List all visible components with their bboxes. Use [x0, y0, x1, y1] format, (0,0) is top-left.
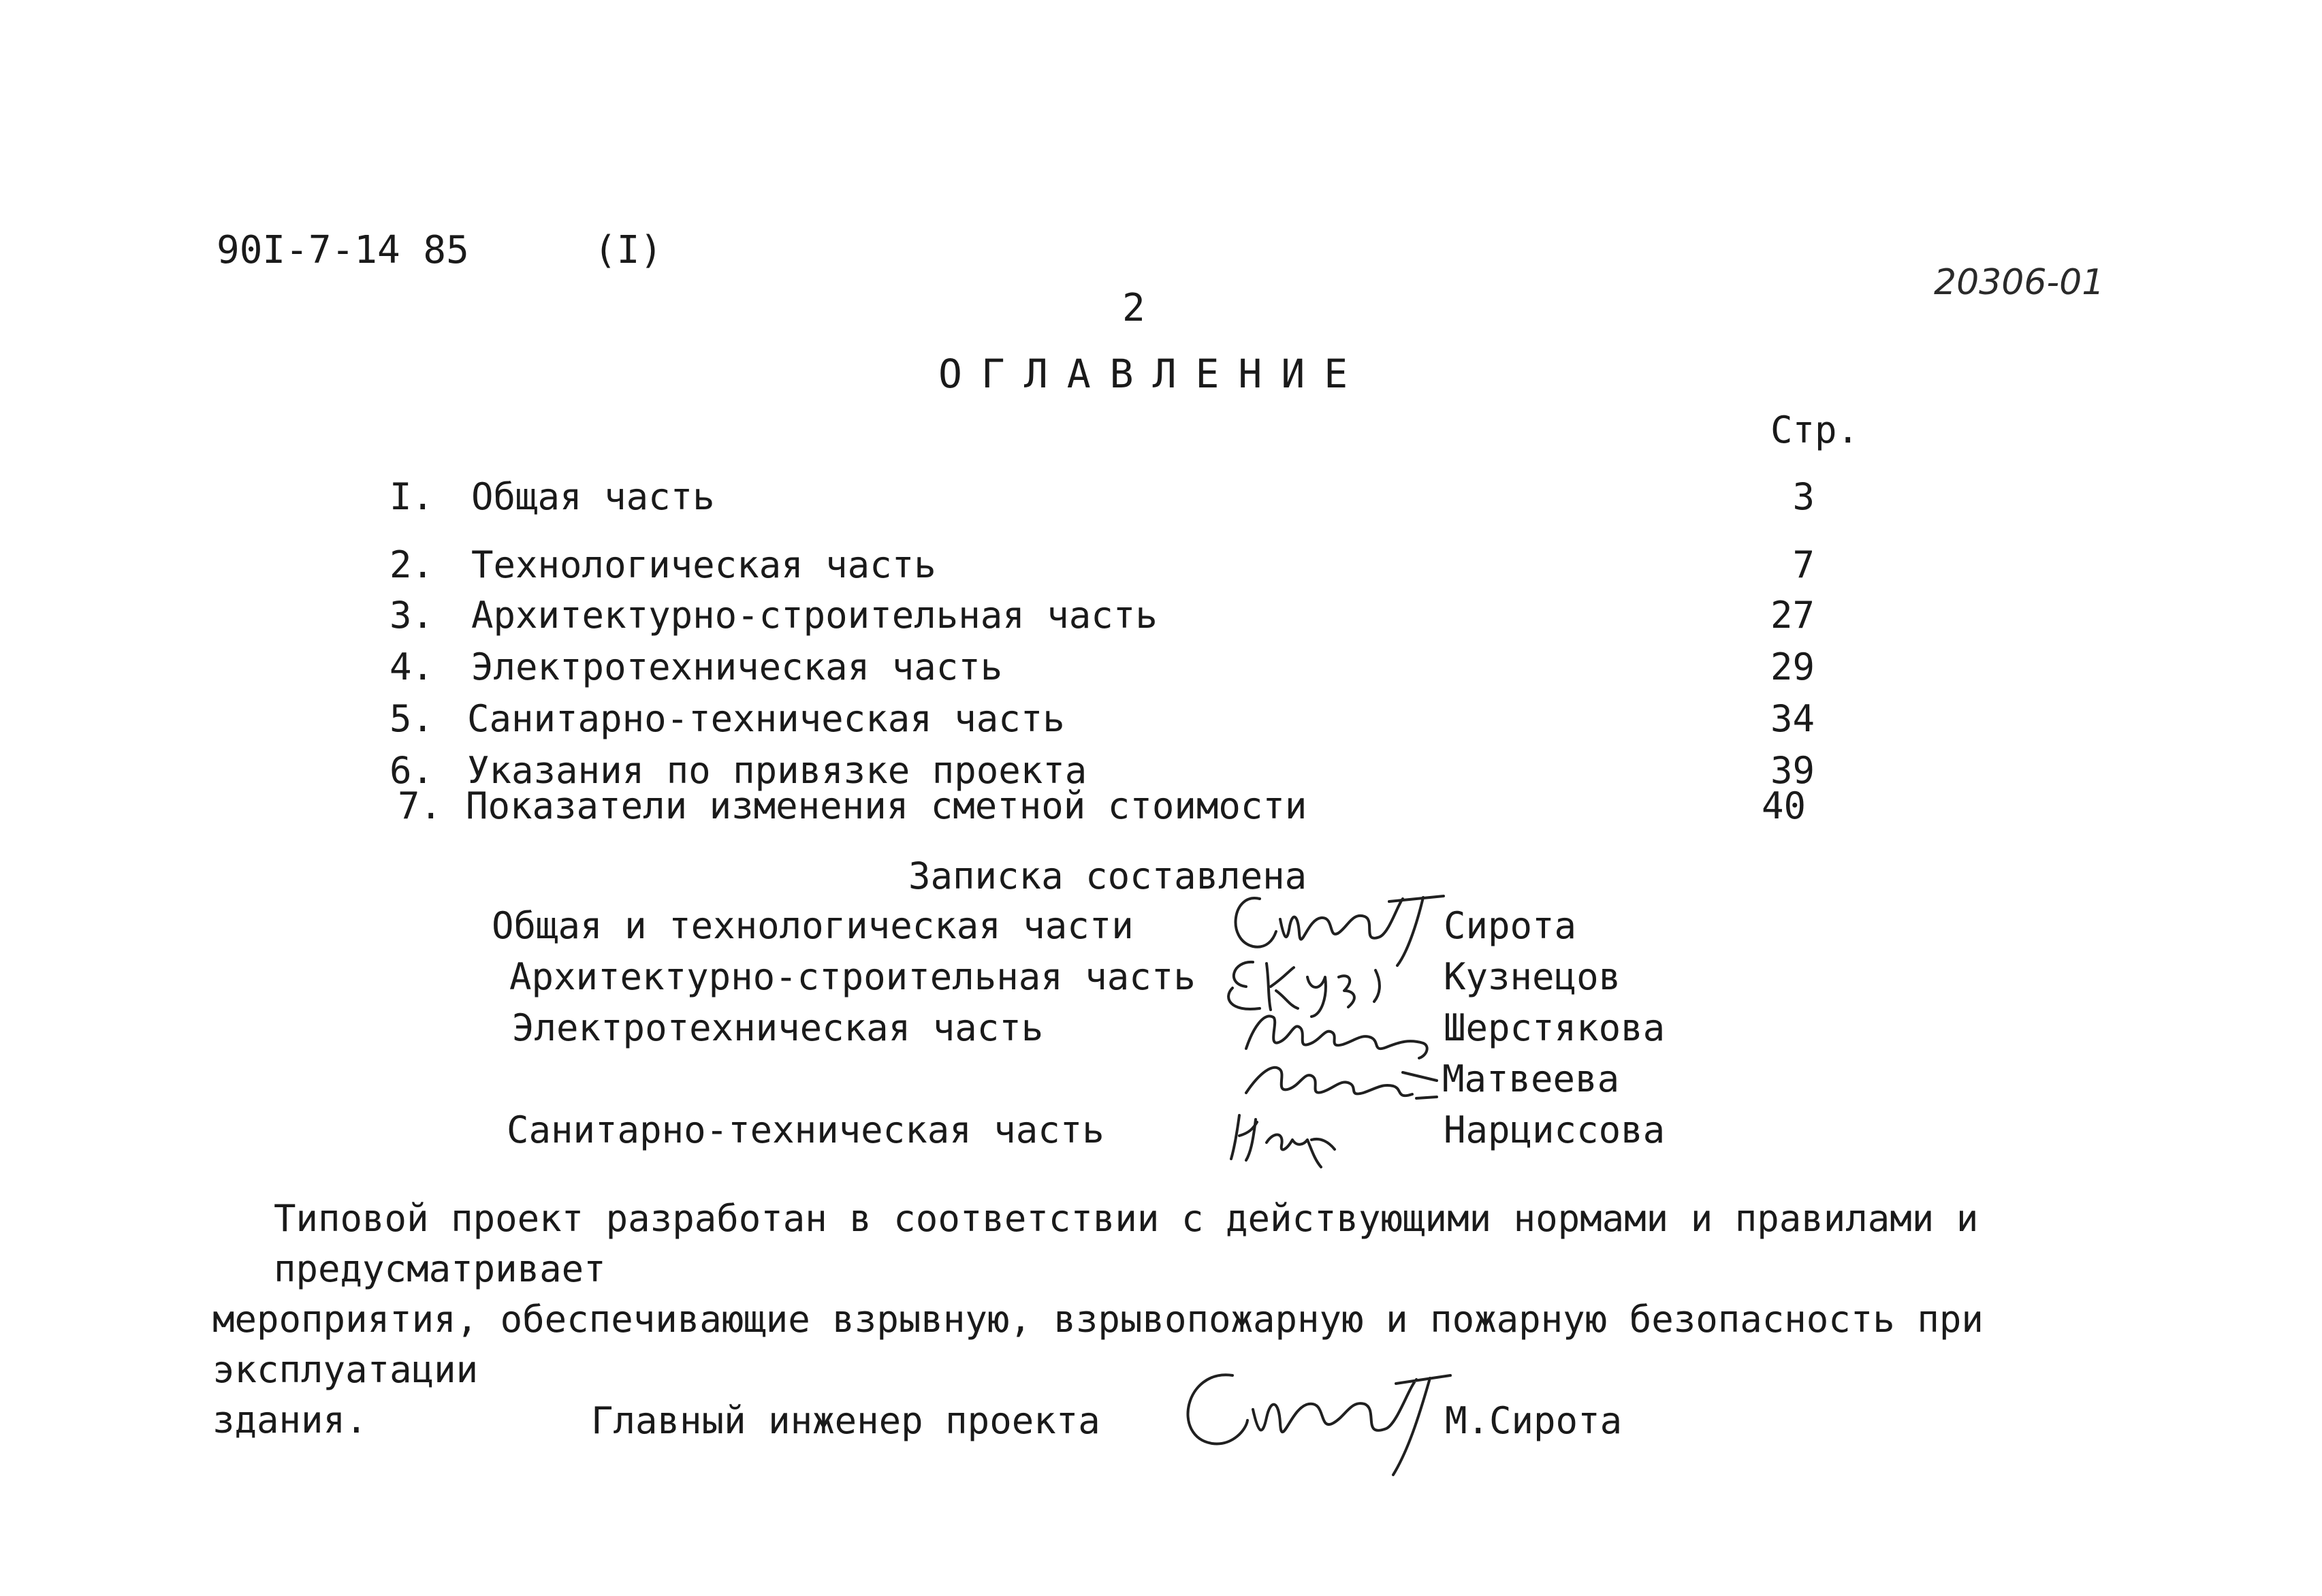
toc-item-number: 2. [389, 543, 434, 586]
inventory-number: 20306-01 [1934, 262, 2105, 303]
toc-item-number: 7. [398, 784, 443, 827]
compiled-author: Кузнецов [1444, 955, 1621, 998]
compiled-author: Нарциссова [1444, 1108, 1666, 1151]
toc-item-number: 5. [389, 697, 434, 740]
statement-line-2: мероприятия, обеспечивающие взрывную, взрывопожарную и пожарную безопасность при эксплуатации [212, 1298, 1984, 1391]
toc-item-number: 4. [389, 645, 434, 688]
compiled-part: Общая и технологическая части [492, 904, 1134, 947]
toc-item-label: Технологическая часть [471, 543, 936, 586]
toc-item-page: 39 [1770, 749, 1815, 792]
compiled-author: Матвеева [1442, 1057, 1620, 1100]
compiled-part: Архитектурно-строительная часть [509, 955, 1196, 998]
toc-item-label: Архитектурно-строительная часть [471, 594, 1158, 637]
toc-item-page: 7 [1792, 543, 1815, 586]
signature-nartsissova [1219, 1102, 1355, 1170]
page-number: 2 [1122, 286, 1145, 330]
toc-item-page: 3 [1792, 475, 1815, 518]
compiled-by-title: Записка составлена [908, 855, 1307, 897]
toc-item-number: 3. [389, 594, 434, 637]
compiled-author: Шерстякова [1444, 1006, 1666, 1049]
chief-engineer-name: М.Сирота [1445, 1399, 1623, 1442]
document-code: 90I-7-14 85 [217, 228, 469, 272]
toc-item-label: Показатели изменения сметной стоимости [466, 784, 1307, 827]
toc-item-page: 27 [1770, 594, 1815, 637]
toc-item-label: Электротехническая часть [471, 645, 1003, 688]
compiled-author: Сирота [1444, 904, 1577, 947]
toc-item-label: Санитарно-техническая часть [467, 697, 1065, 740]
toc-item-number: 6. [389, 749, 434, 792]
toc-item-page: 34 [1770, 697, 1815, 740]
toc-item-label: Общая часть [471, 475, 715, 518]
signature-matveeva [1232, 1052, 1450, 1106]
volume-number: (I) [594, 228, 663, 272]
toc-item-label: Указания по привязке проекта [467, 749, 1087, 792]
page-title: ОГЛАВЛЕНИЕ [938, 351, 1367, 397]
toc-page-column-header: Стр. [1770, 409, 1860, 451]
compiled-part: Санитарно-техническая часть [507, 1108, 1104, 1151]
chief-engineer-label: Главный инженер проекта [591, 1399, 1100, 1442]
signature-chief-engineer [1158, 1355, 1457, 1484]
toc-item-number: I. [389, 475, 434, 518]
statement-line-3: здания. [212, 1399, 368, 1441]
statement-line-1: Типовой проект разработан в соответствии с действующими нормами и правилами и предусматривает [274, 1197, 1979, 1290]
toc-item-page: 40 [1761, 784, 1806, 827]
toc-item-page: 29 [1770, 645, 1815, 688]
compiled-part: Электротехническая часть [512, 1006, 1044, 1049]
